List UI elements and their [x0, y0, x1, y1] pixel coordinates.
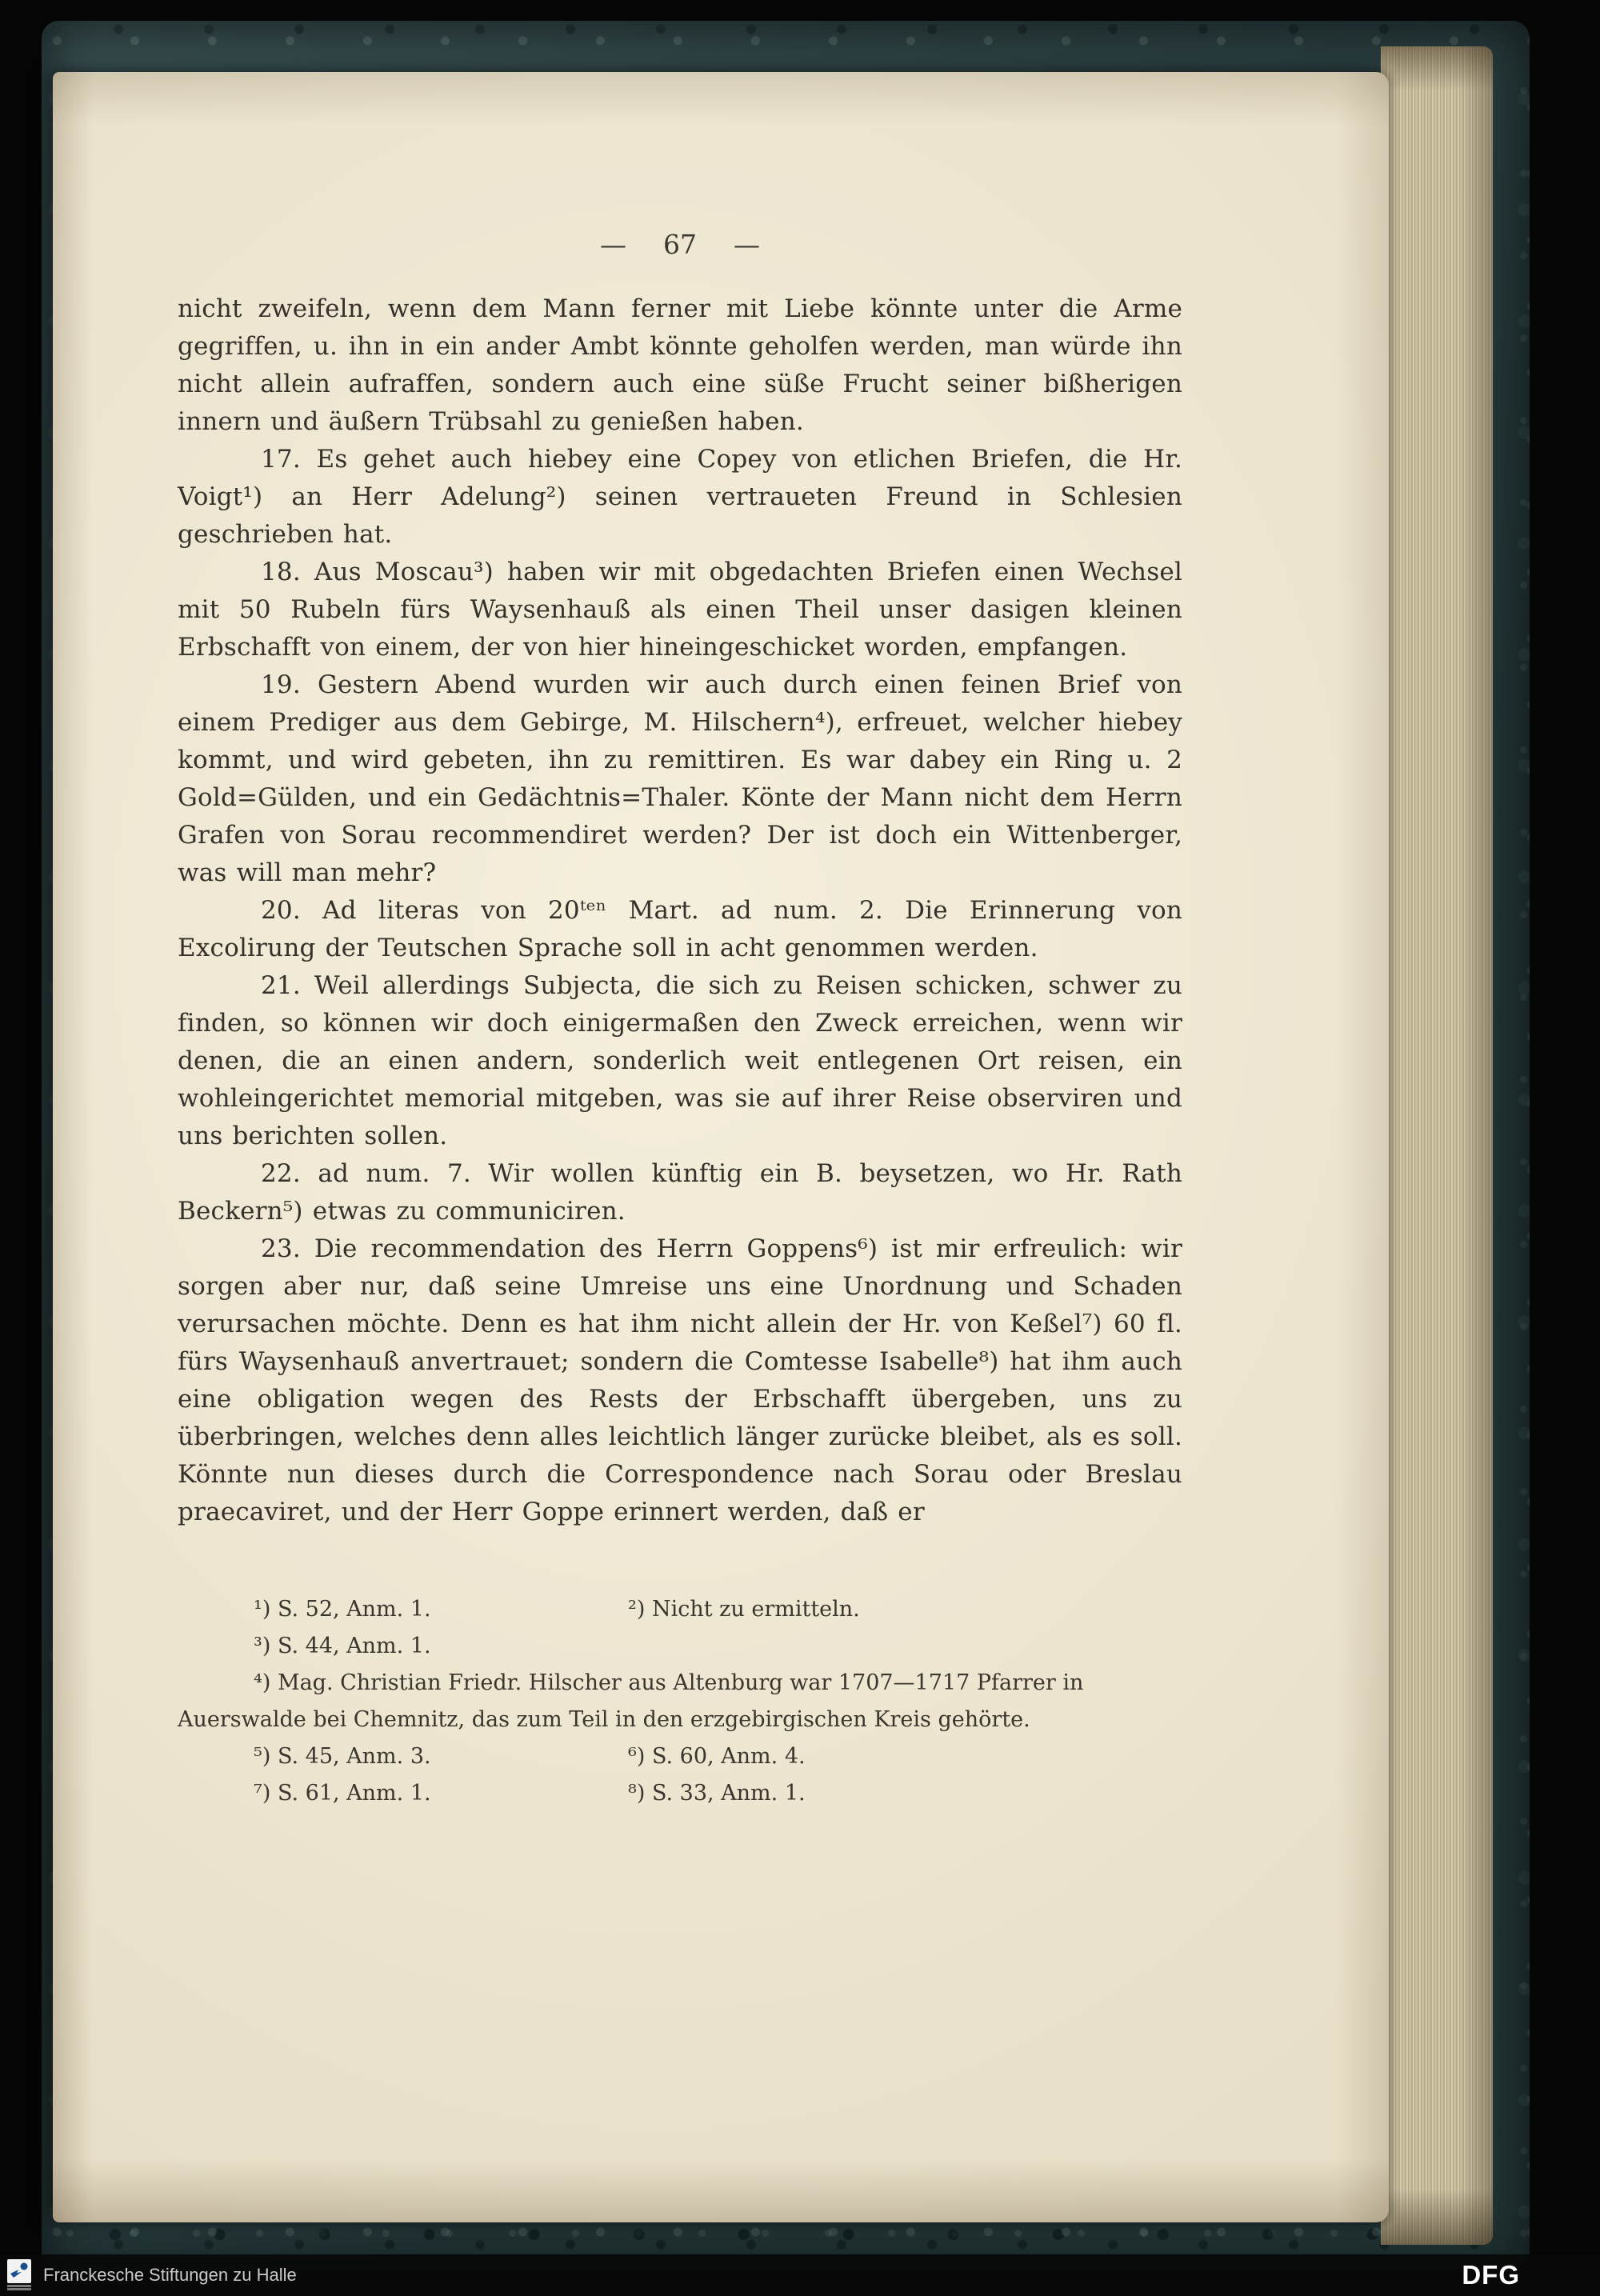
paragraph: 20. Ad literas von 20ᵗᵉⁿ Mart. ad num. 2. Die Erinnerung von Excolirung der Teutschen Sprache soll in acht genommen werden.	[178, 896, 1182, 962]
footnote: ⁷) S. 61, Anm. 1.	[254, 1781, 431, 1806]
footnote: ⁶) S. 60, Anm. 4.	[628, 1744, 806, 1769]
footnote-row	[178, 1775, 1182, 1812]
paragraph: 17. Es gehet auch hiebey eine Copey von etlichen Briefen, die Hr. Voigt¹) an Herr Adelung²) seinen vertraueten Freund in Schlesien geschrieben hat.	[178, 445, 1182, 549]
body-text	[178, 290, 1182, 1531]
footnotes	[178, 1591, 1182, 1812]
page-number	[178, 229, 1182, 260]
footnote: ⁵) S. 45, Anm. 3.	[254, 1744, 431, 1769]
page-number-dash-left: —	[600, 229, 626, 260]
page-text	[178, 229, 1182, 1812]
paragraph: nicht zweifeln, wenn dem Mann ferner mit Liebe könnte unter die Arme gegriffen, u. ihn in ein ander Ambt könnte geholfen werden, man würde ihn nicht allein aufraffen, sondern auch eine süße Frucht seiner bißherigen innern und äußern Trübsahl zu genießen haben.	[178, 294, 1182, 436]
francke-stiftungen-logo-icon	[6, 2259, 32, 2291]
page-number-dash-right: —	[734, 229, 760, 260]
footnote-row	[178, 1628, 1182, 1665]
paragraph: 21. Weil allerdings Subjecta, die sich zu Reisen schicken, schwer zu finden, so können wir doch einigermaßen den Zweck erreichen, wenn wir denen, die an einen andern, sonderlich weit entlegenen Ort reisen, ein wohleingerichtet memorial mitgeben, was sie auf ihrer Reise observiren und uns berichten sollen.	[178, 971, 1182, 1150]
footnote: ⁸) S. 33, Anm. 1.	[628, 1781, 806, 1806]
page-number-value: 67	[663, 229, 697, 260]
dfg-logo: DFG	[1462, 2260, 1520, 2290]
paragraph: 19. Gestern Abend wurden wir auch durch einen feinen Brief von einem Prediger aus dem Gebirge, M. Hilschern⁴), erfreuet, welcher hiebey kommt, und wird gebeten, ihn zu remittiren. Es war dabey ein Ring u. 2 Gold=Gülden, und ein Gedächtnis=Thaler. Könte der Mann nicht dem Herrn Grafen von Sorau recommendiret werden? Der ist doch ein Wittenberger, was will man mehr?	[178, 670, 1182, 887]
footnote-row	[178, 1738, 1182, 1775]
footnote: ⁴) Mag. Christian Friedr. Hilscher aus Altenburg war 1707—1717 Pfarrer in Auerswalde bei Chemnitz, das zum Teil in den erzgebirgischen Kreis gehörte.	[178, 1670, 1084, 1732]
page-edges	[1381, 46, 1493, 2245]
paragraph: 22. ad num. 7. Wir wollen künftig ein B. beysetzen, wo Hr. Rath Beckern⁵) etwas zu communiciren.	[178, 1159, 1182, 1226]
book-page	[53, 72, 1389, 2222]
paragraph: 23. Die recommendation des Herrn Goppens⁶) ist mir erfreulich: wir sorgen aber nur, daß seine Umreise uns eine Unordnung und Schaden verursachen möchte. Denn es hat ihm nicht allein der Hr. von Keßel⁷) 60 fl. fürs Waysenhauß anvertrauet; sondern die Comtesse Isabelle⁸) hat ihm auch eine obligation wegen des Rests der Erbschafft übergeben, uns zu überbringen, welches denn alles leichtlich länger zurücke bleibet, als es soll. Könnte nun dieses durch die Correspondence nach Sorau oder Breslau praecaviret, und der Herr Goppe erinnert werden, daß er	[178, 1234, 1182, 1526]
viewer-footer	[0, 2254, 1600, 2296]
institution-label: Franckesche Stiftungen zu Halle	[43, 2265, 297, 2285]
footnote: ³) S. 44, Anm. 1.	[254, 1634, 431, 1658]
paragraph: 18. Aus Moscau³) haben wir mit obgedachten Briefen einen Wechsel mit 50 Rubeln fürs Waysenhauß als einen Theil unser dasigen kleinen Erbschafft von einem, der von hier hineingeschicket worden, empfangen.	[178, 558, 1182, 662]
footnote-row	[178, 1665, 1182, 1738]
footnote: ¹) S. 52, Anm. 1.	[254, 1597, 431, 1622]
footnote-row	[178, 1591, 1182, 1628]
footnote: ²) Nicht zu ermitteln.	[628, 1597, 860, 1622]
